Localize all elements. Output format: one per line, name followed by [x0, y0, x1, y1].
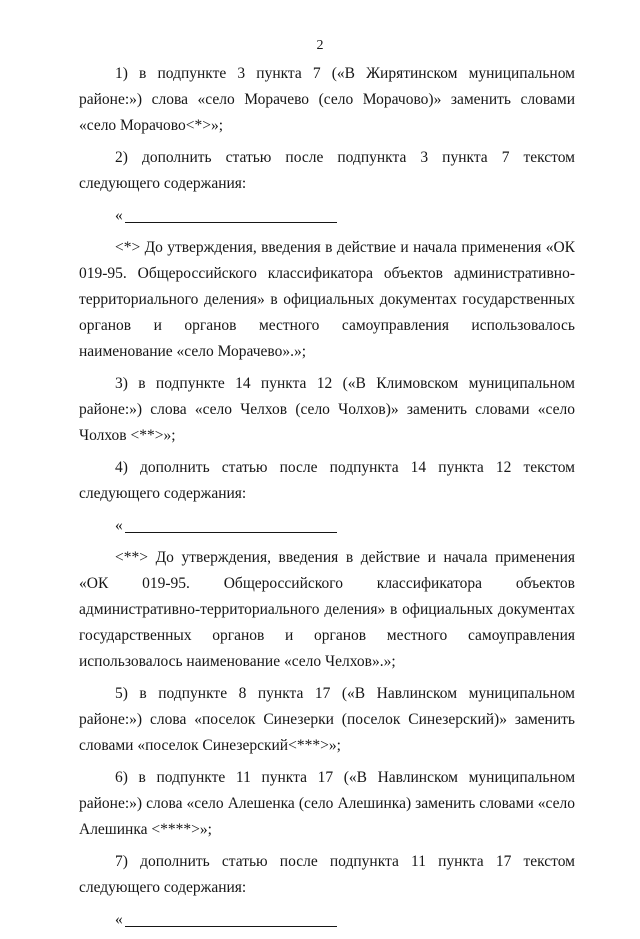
amendment-paragraph-7: 7) дополнить статью после подпункта 11 пункта 17 текстом следующего содержания: [79, 853, 575, 896]
separator-rule-1 [125, 221, 337, 223]
opening-quote-3: « [115, 911, 123, 928]
amendment-paragraph-3: 3) в подпункте 14 пункта 12 («В Климовском муниципальном районе:») слова «село Челхов (село Чолхов)» заменить словами «село Чолхов <**>»; [79, 375, 575, 444]
amendment-paragraph-6: 6) в подпункте 11 пункта 17 («В Навлинском муниципальном районе:») слова «село Алешенка (село Алешинка) заменить словами «село Алешинка <****>»; [79, 769, 575, 838]
amendment-paragraph-2: 2) дополнить статью после подпункта 3 пункта 7 текстом следующего содержания: [79, 149, 575, 192]
footnote-separator-3 [79, 907, 575, 933]
amendment-paragraph-4: 4) дополнить статью после подпункта 14 пункта 12 текстом следующего содержания: [79, 459, 575, 502]
amendment-paragraph-5: 5) в подпункте 8 пункта 17 («В Навлинском муниципальном районе:») слова «поселок Синезерки (поселок Синезерский)» заменить словами «поселок Синезерский<***>»; [79, 685, 575, 754]
footnote-text-1: <*> До утверждения, введения в действие и начала применения «ОК 019-95. Общероссийского классификатора объектов административно-территориального деления» в официальных документах государственных органов и органов местного самоуправления использовалось наименование «село Морачево».»; [79, 239, 575, 360]
footnote-separator-1 [79, 203, 575, 229]
page-number: 2 [316, 38, 324, 53]
separator-rule-2 [125, 531, 337, 533]
footnote-text-2: <**> До утверждения, введения в действие и начала применения «ОК 019-95. Общероссийского классификатора объектов административно-территориального деления» в официальных документах государственных органов и органов местного самоуправления использовалось наименование «село Челхов».»; [79, 549, 575, 670]
separator-rule-3 [125, 925, 337, 927]
amendment-paragraph-1: 1) в подпункте 3 пункта 7 («В Жирятинском муниципальном районе:») слова «село Морачево (село Морачово)» заменить словами «село Морачово<*>»; [79, 65, 575, 134]
opening-quote-2: « [115, 517, 123, 534]
opening-quote-1: « [115, 207, 123, 224]
footnote-separator-2 [79, 513, 575, 539]
document-body [79, 61, 575, 939]
